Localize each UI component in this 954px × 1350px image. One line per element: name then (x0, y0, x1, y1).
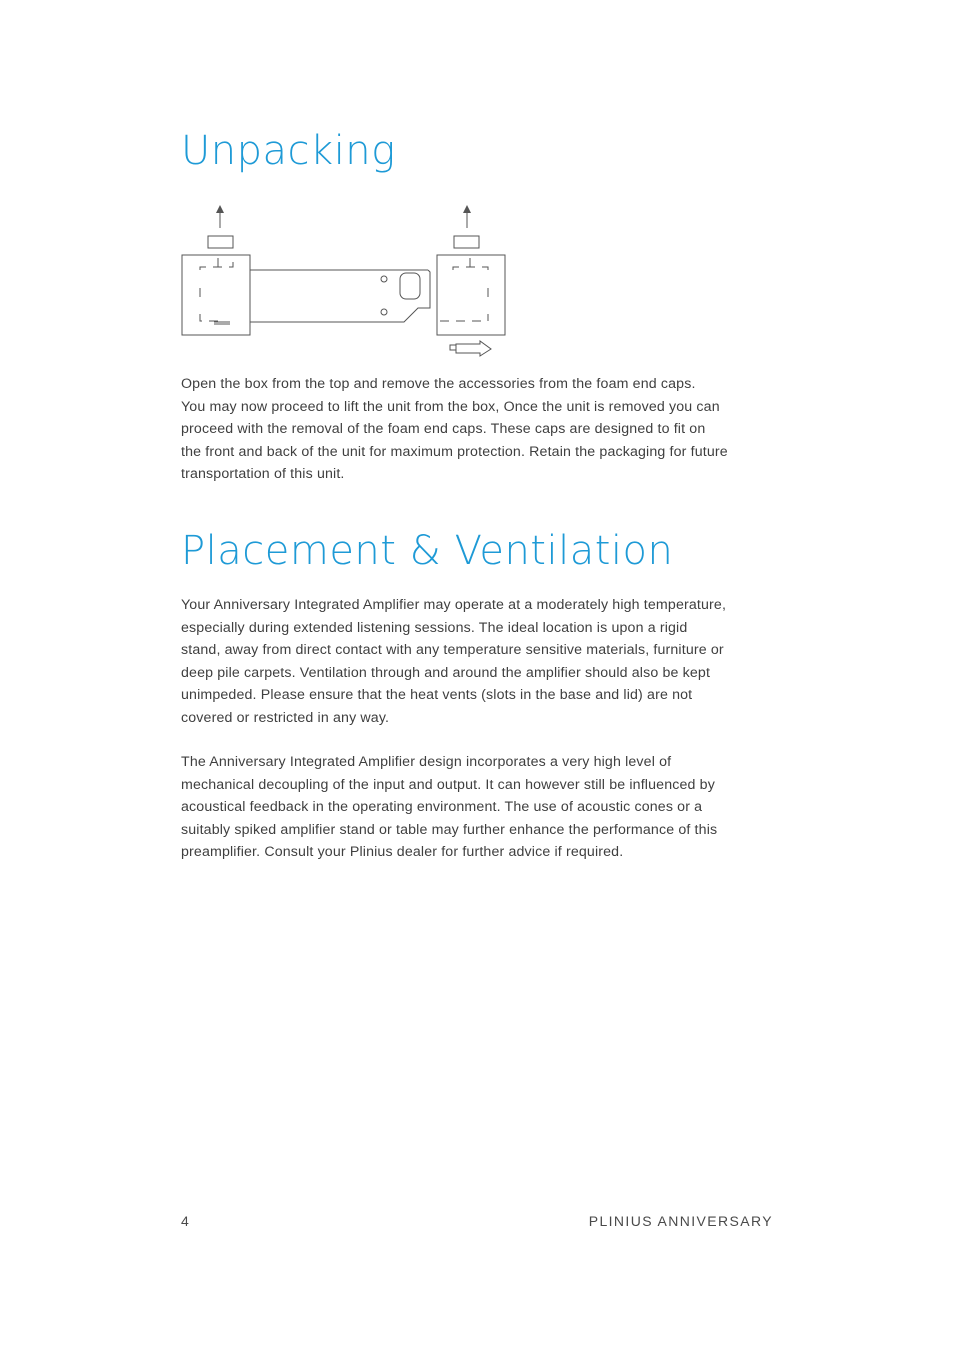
unpacking-diagram (178, 200, 518, 365)
text-line: stand, away from direct contact with any temperature sensitive materials, furniture or (181, 642, 724, 658)
text-line: suitably spiked amplifier stand or table may further enhance the performance of this (181, 821, 718, 838)
placement-ventilation-heading: Placement & Ventilation (181, 528, 674, 574)
text-line: preamplifier. Consult your Plinius dealer for further advice if required. (181, 844, 624, 860)
text-line: transportation of this unit. (181, 466, 345, 482)
text-line: especially during extended listening sessions. The ideal location is upon a rigid (181, 619, 688, 636)
text-line: acoustical feedback in the operating environment. The use of acoustic cones or a (181, 799, 703, 815)
placement-paragraph-1 (181, 594, 781, 729)
accessory-box-right (454, 236, 479, 248)
text-line: Your Anniversary Integrated Amplifier may operate at a moderately high temperature, (181, 597, 727, 613)
amplifier-unit (214, 270, 430, 324)
page-number: 4 (181, 1213, 189, 1229)
text-line: the front and back of the unit for maximum protection. Retain the packaging for future (181, 443, 728, 460)
text-line: unimpeded. Please ensure that the heat vents (slots in the base and lid) are not (181, 687, 693, 703)
up-arrow-icon (216, 205, 224, 228)
text-line: proceed with the removal of the foam end caps. These caps are designed to fit on (181, 421, 706, 437)
text-line: Open the box from the top and remove the accessories from the foam end caps. (181, 376, 696, 392)
unpacking-text (181, 373, 781, 486)
accessory-box-left (208, 236, 233, 248)
unpacking-heading: Unpacking (181, 128, 396, 174)
text-line: You may now proceed to lift the unit from the box, Once the unit is removed you can (181, 398, 720, 415)
up-arrow-icon (463, 205, 471, 228)
footer-title: PLINIUS ANNIVERSARY (588, 1213, 773, 1229)
text-line: mechanical decoupling of the input and output. It can however still be influenced by (181, 776, 715, 793)
text-line: covered or restricted in any way. (181, 709, 390, 726)
text-line: deep pile carpets. Ventilation through and around the amplifier should also be kept (181, 664, 711, 681)
text-line: The Anniversary Integrated Amplifier design incorporates a very high level of (181, 754, 672, 770)
placement-paragraph-2 (181, 751, 781, 864)
right-arrow-icon (450, 341, 491, 356)
